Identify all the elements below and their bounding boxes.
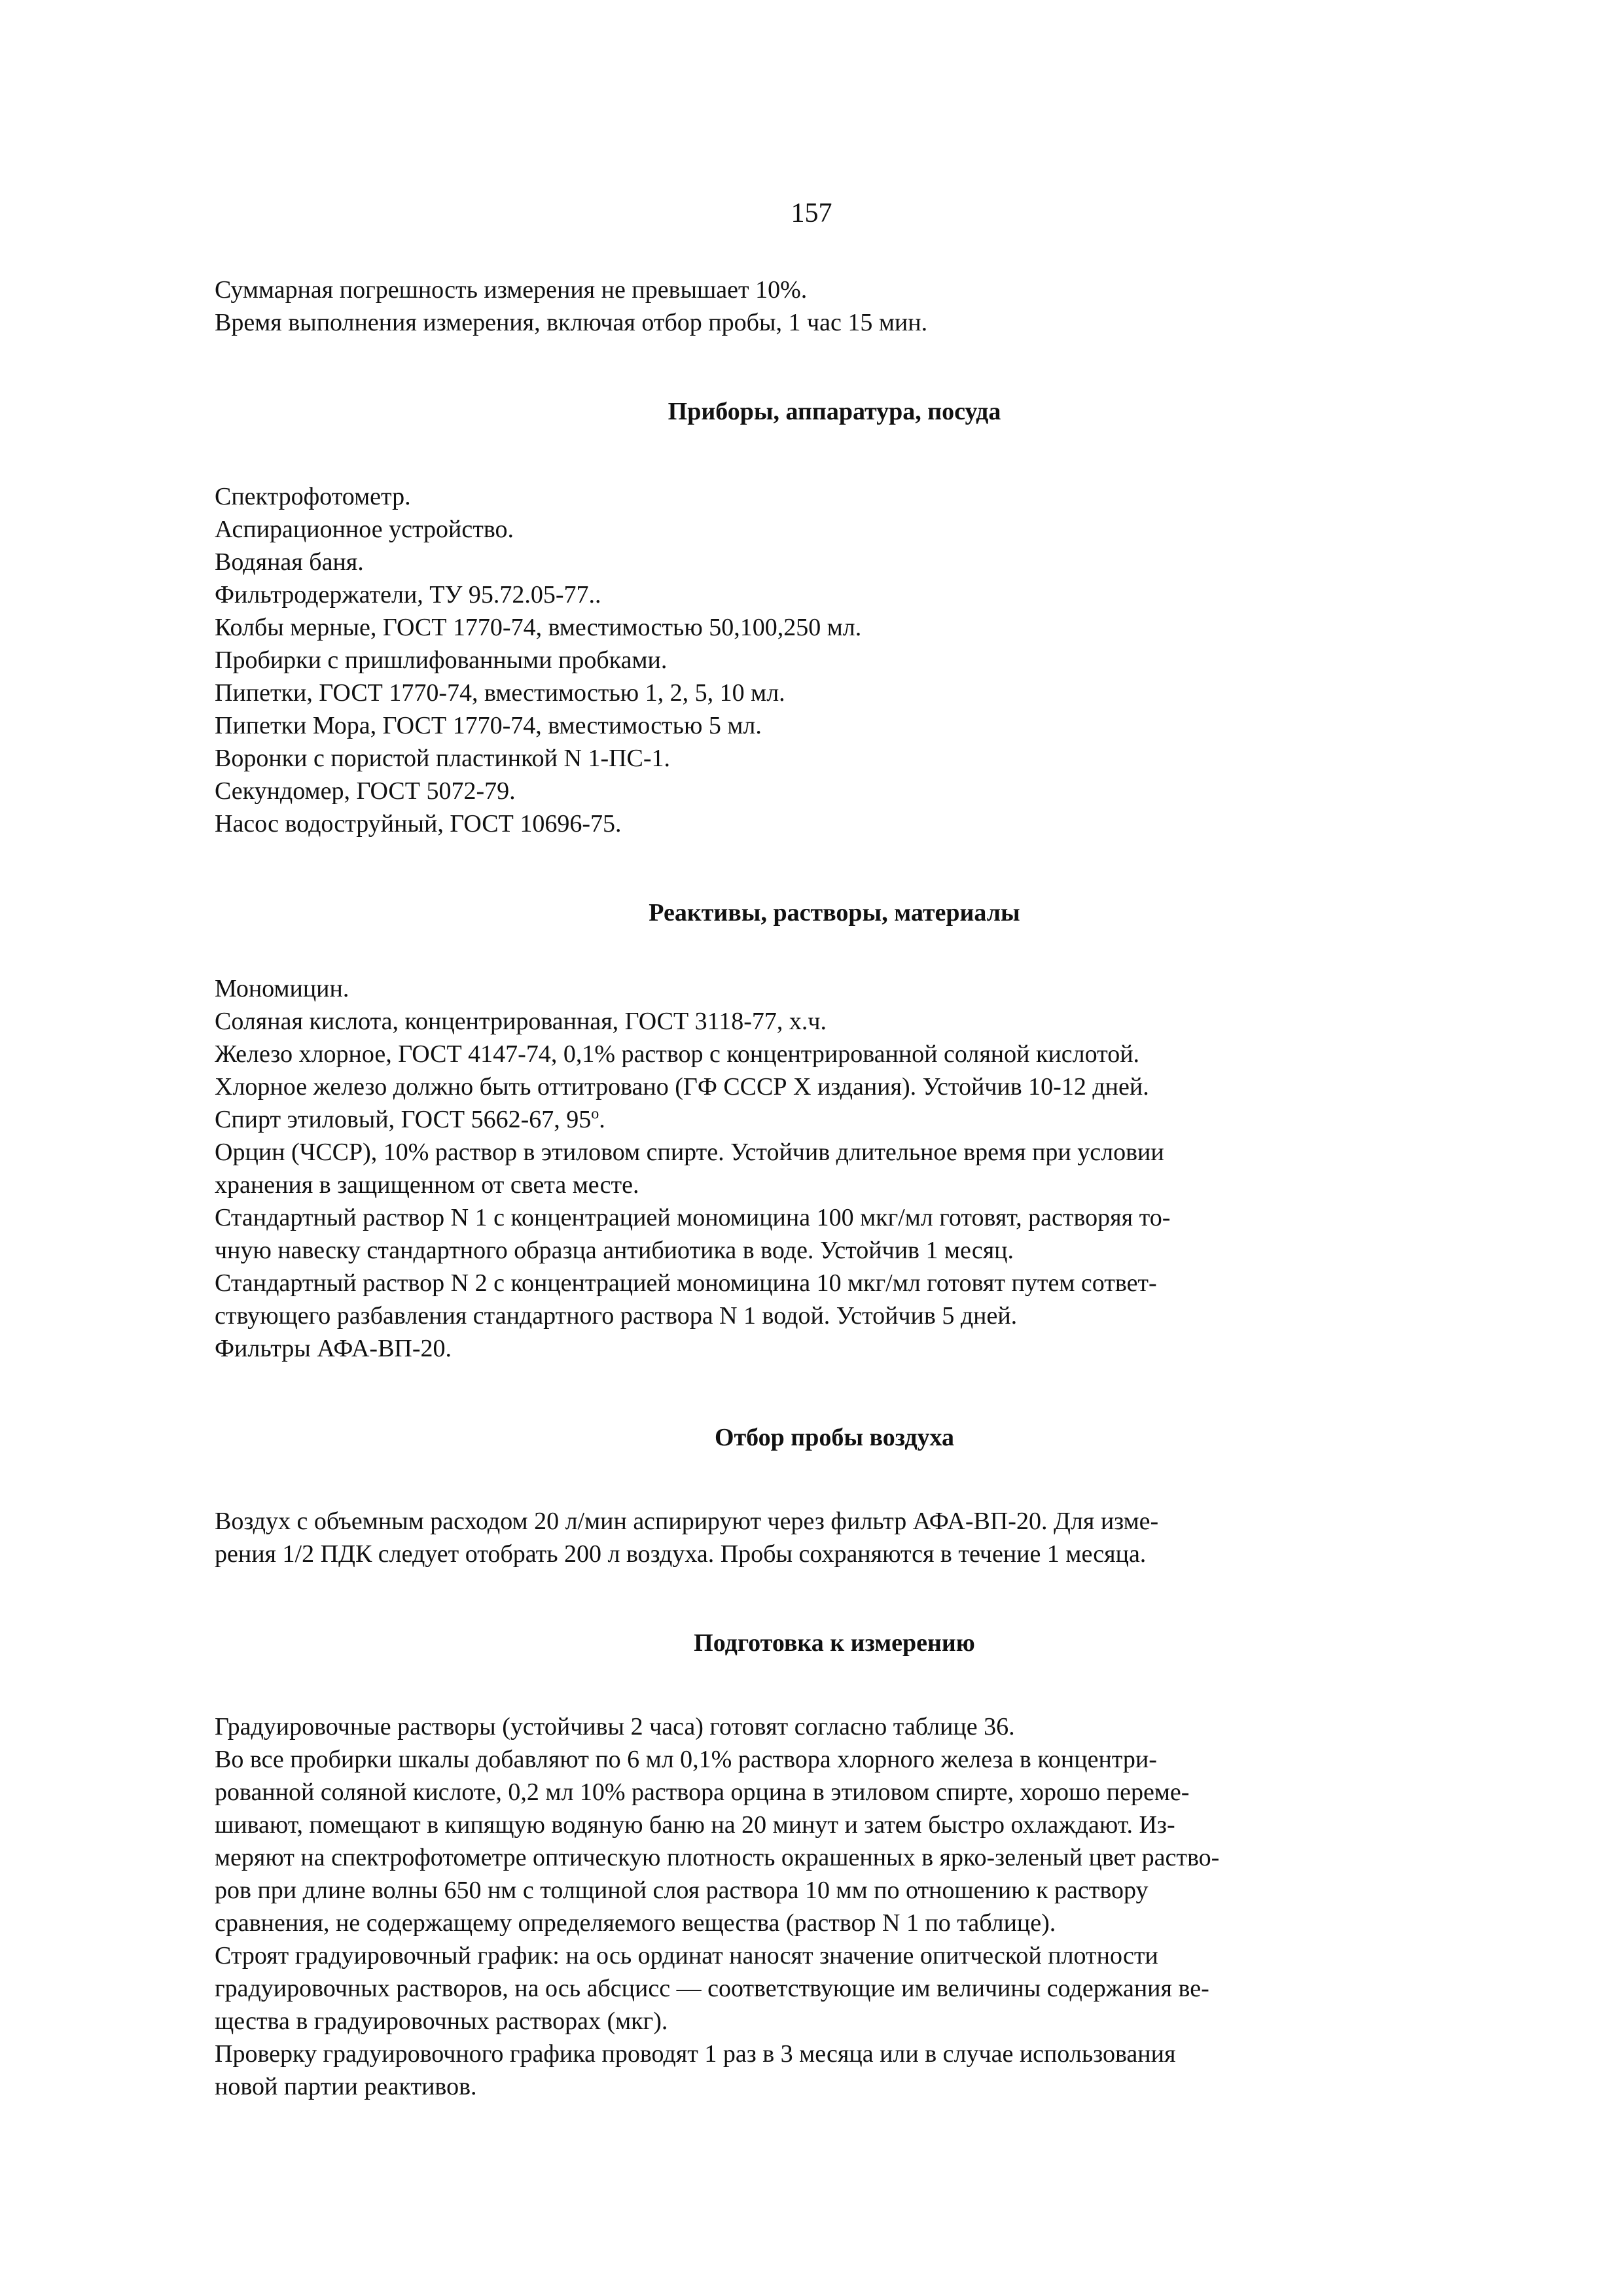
degree-mark: о: [591, 1105, 599, 1123]
reagents-list: [215, 972, 1454, 1365]
section-heading-equipment: Приборы, аппаратура, посуда: [668, 398, 1001, 425]
preparation-p2-line: Во все пробирки шкалы добавляют по 6 мл 0,1% раствора хлорного железа в концентри-: [215, 1746, 1157, 1773]
equipment-item: Воронки с пористой пластинкой N 1-ПС-1.: [215, 745, 671, 772]
equipment-item: Аспирационное устройство.: [215, 516, 514, 543]
reagent-item-text: Спирт этиловый, ГОСТ 5662-67, 95: [215, 1106, 592, 1133]
reagent-item: [215, 1103, 1454, 1136]
reagent-item-line: Стандартный раствор N 1 с концентрацией мономицина 100 мкг/мл готовят, растворяя то-: [215, 1204, 1171, 1231]
section-heading-sampling: Отбор пробы воздуха: [714, 1424, 955, 1451]
intro-line-1: Суммарная погрешность измерения не превышает 10%.: [215, 276, 808, 304]
reagent-item-line: Орцин (ЧССР), 10% раствор в этиловом спирте. Устойчив длительное время при условии: [215, 1139, 1164, 1166]
equipment-item: Колбы мерные, ГОСТ 1770-74, вместимостью 50,100,250 мл.: [215, 614, 862, 641]
intro-line-2: Время выполнения измерения, включая отбор пробы, 1 час 15 мин.: [215, 309, 928, 336]
sampling-line: рения 1/2 ПДК следует отобрать 200 л воздуха. Пробы сохраняются в течение 1 месяца.: [215, 1540, 1147, 1568]
preparation-p2-line: шивают, помещают в кипящую водяную баню на 20 минут и затем быстро охлаждают. Из-: [215, 1811, 1175, 1839]
preparation-p2-line: ров при длине волны 650 нм с толщиной слоя раствора 10 мм по отношению к раствору: [215, 1877, 1149, 1904]
reagent-item-line: Железо хлорное, ГОСТ 4147-74, 0,1% раствор с концентрированной соляной кислотой.: [215, 1040, 1140, 1068]
preparation-p4-line: Проверку градуировочного графика проводят 1 раз в 3 месяца или в случае использования: [215, 2040, 1176, 2068]
page-number: 157: [791, 198, 832, 228]
reagent-item-line: Стандартный раствор N 2 с концентрацией мономицина 10 мкг/мл готовят путем сответ-: [215, 1269, 1157, 1297]
preparation-p3-line: Строят градуировочный график: на ось ординат наносят значение опитческой плотности: [215, 1942, 1158, 1969]
intro-block: [215, 274, 1454, 339]
equipment-item: Водяная баня.: [215, 548, 364, 576]
preparation-p4-line: новой партии реактивов.: [215, 2073, 477, 2100]
equipment-item: Пробирки с пришлифованными пробками.: [215, 646, 668, 674]
reagent-item: Соляная кислота, концентрированная, ГОСТ 3118-77, х.ч.: [215, 1008, 827, 1035]
reagent-item-end: .: [599, 1106, 605, 1133]
equipment-item: Пипетки Мора, ГОСТ 1770-74, вместимостью 5 мл.: [215, 712, 762, 739]
preparation-p2-line: меряют на спектрофотометре оптическую плотность окрашенных в ярко-зеленый цвет раство-: [215, 1844, 1220, 1871]
preparation-p2-line: рованной соляной кислоте, 0,2 мл 10% раствора орцина в этиловом спирте, хорошо переме-: [215, 1778, 1190, 1806]
equipment-item: Пипетки, ГОСТ 1770-74, вместимостью 1, 2, 5, 10 мл.: [215, 679, 785, 707]
preparation-text: [215, 1710, 1454, 2103]
reagent-item-continuation: хранения в защищенном от света месте.: [215, 1171, 639, 1199]
equipment-list: [215, 480, 1454, 840]
sampling-paragraph: [215, 1505, 1454, 1570]
preparation-paragraph-1: Градуировочные растворы (устойчивы 2 часа) готовят согласно таблице 36.: [215, 1713, 1015, 1740]
reagent-item-continuation: чную навеску стандартного образца антибиотика в воде. Устойчив 1 месяц.: [215, 1237, 1014, 1264]
equipment-item: Фильтродержатели, ТУ 95.72.05-77..: [215, 581, 601, 609]
preparation-p3-line: щества в градуировочных растворах (мкг).: [215, 2007, 668, 2035]
equipment-item: Секундомер, ГОСТ 5072-79.: [215, 777, 516, 805]
reagent-item-continuation: ствующего разбавления стандартного раствора N 1 водой. Устойчив 5 дней.: [215, 1302, 1018, 1330]
reagent-item: Фильтры АФА-ВП-20.: [215, 1335, 452, 1362]
page-content: [215, 274, 1454, 2103]
section-heading-reagents: Реактивы, растворы, материалы: [649, 899, 1020, 927]
equipment-item: Насос водоструйный, ГОСТ 10696-75.: [215, 810, 622, 838]
reagent-item: Мономицин.: [215, 975, 349, 1002]
section-heading-preparation: Подготовка к измерению: [694, 1629, 975, 1657]
preparation-p2-line: сравнения, не содержащему определяемого вещества (раствор N 1 по таблице).: [215, 1909, 1056, 1937]
equipment-item: Спектрофотометр.: [215, 483, 411, 510]
reagent-item-continuation: Хлорное железо должно быть оттитровано (ГФ СССР X издания). Устойчив 10-12 дней.: [215, 1073, 1149, 1101]
preparation-p3-line: градуировочных растворов, на ось абсцисс — соответствующие им величины содержания ве-: [215, 1975, 1209, 2002]
sampling-line: Воздух с объемным расходом 20 л/мин аспирируют через фильтр АФА-ВП-20. Для изме-: [215, 1508, 1159, 1535]
